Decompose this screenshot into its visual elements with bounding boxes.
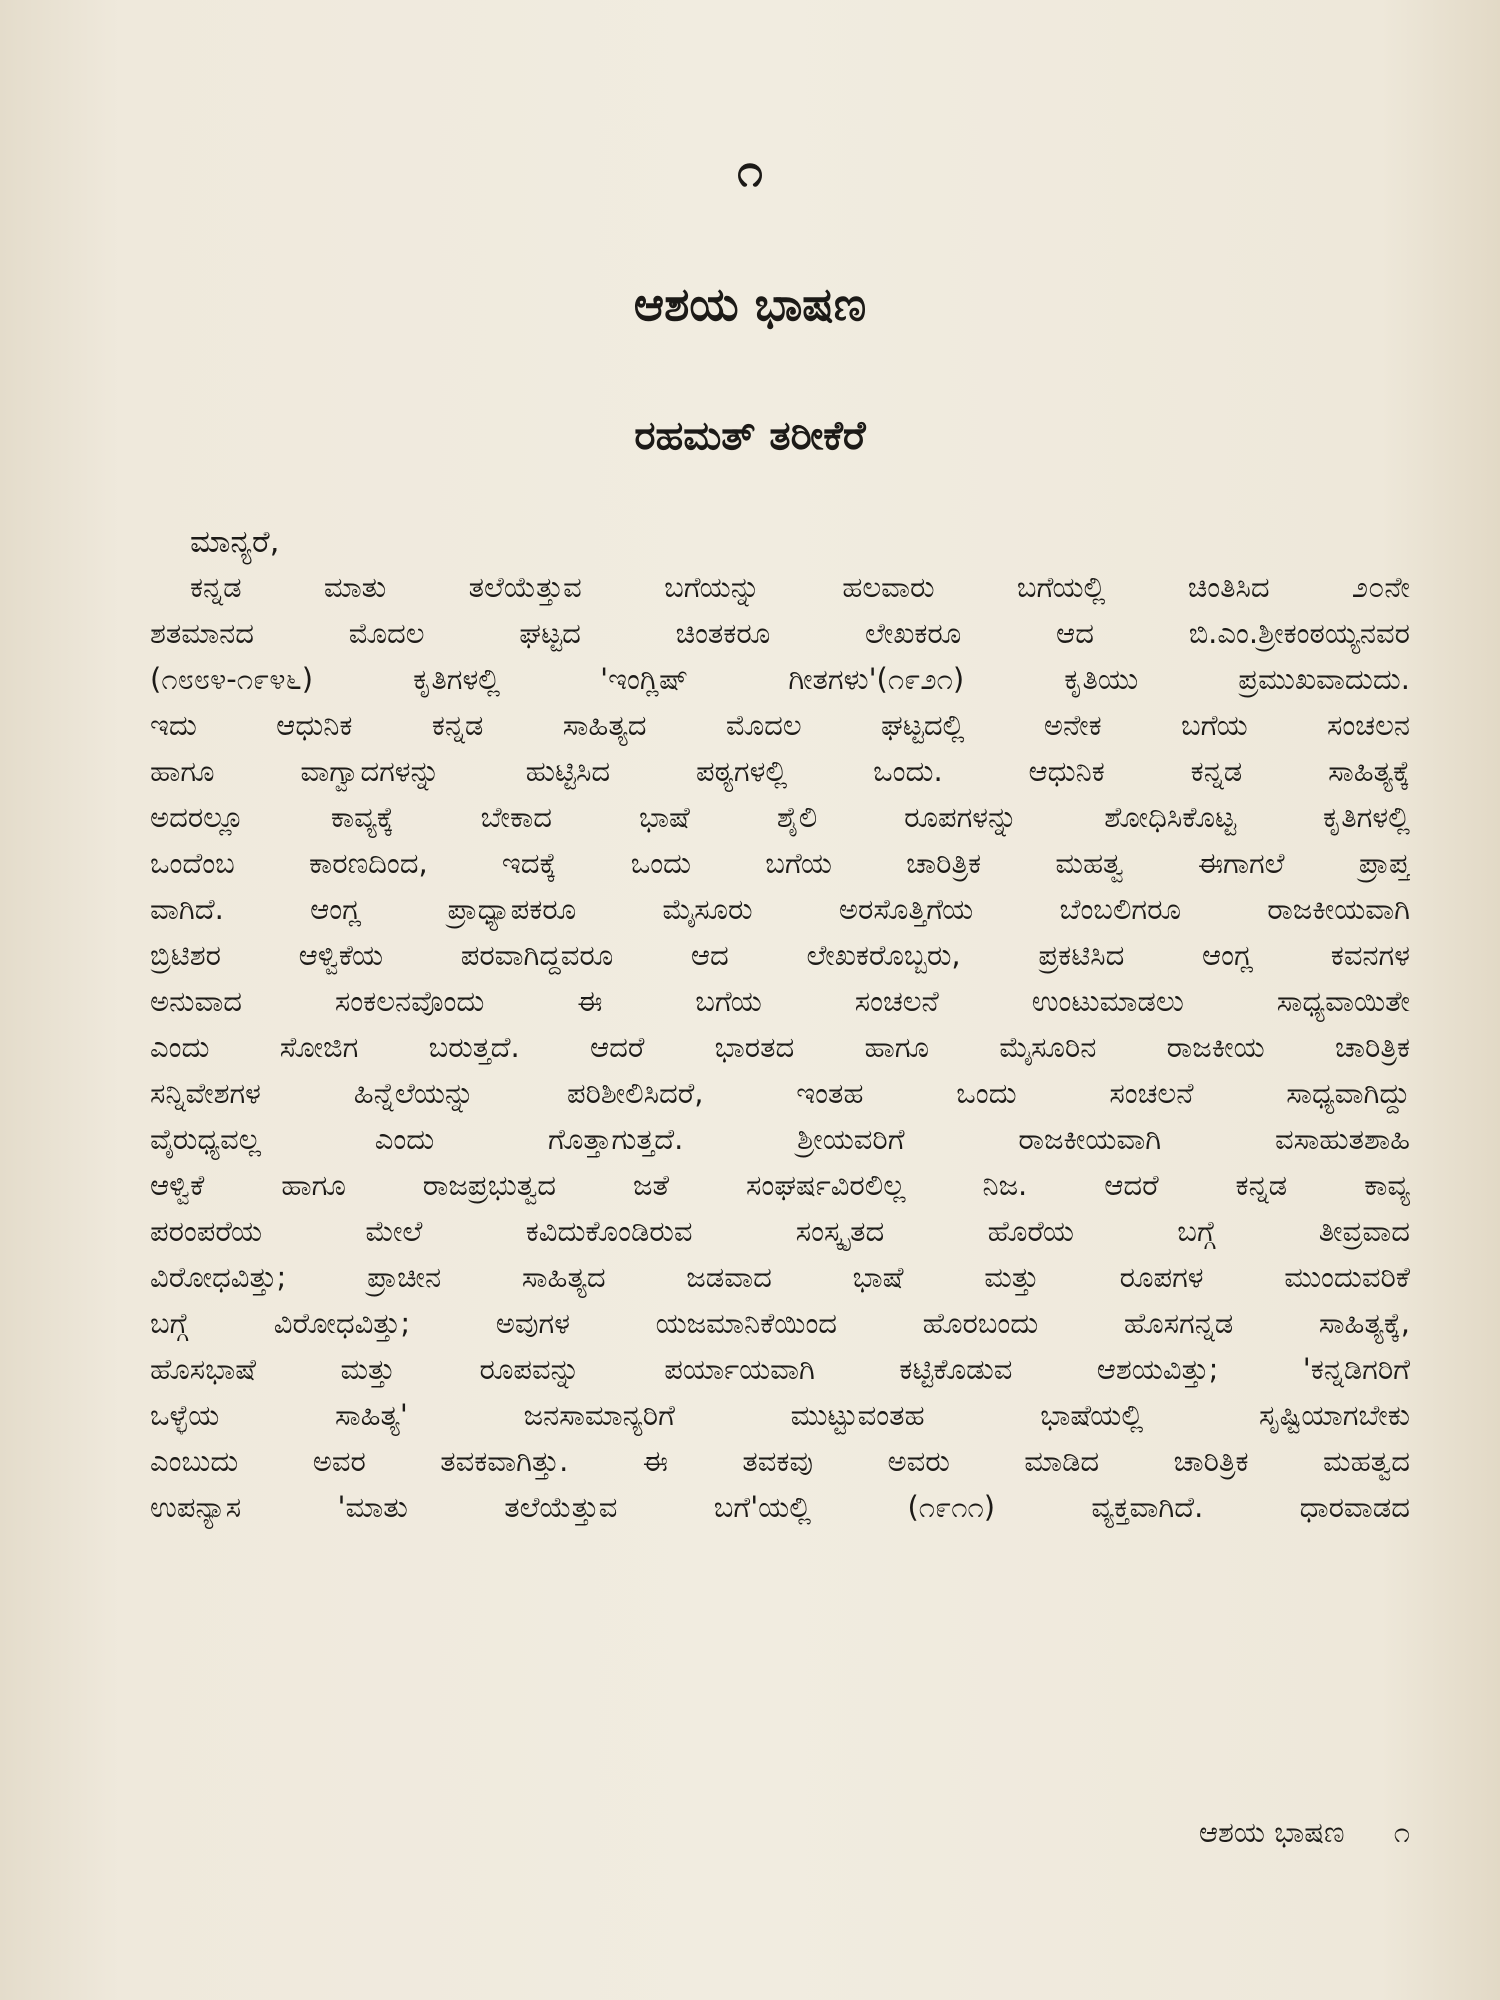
text-line: ಕನ್ನಡ ಮಾತು ತಲೆಯೆತ್ತುವ ಬಗೆಯನ್ನು ಹಲವಾರು ಬಗೆಯಲ್ಲಿ ಚಿಂತಿಸಿದ ೨೦ನೇ: [190, 570, 1410, 604]
text-line: ಹಾಗೂ ವಾಗ್ವಾದಗಳನ್ನು ಹುಟ್ಟಿಸಿದ ಪಠ್ಯಗಳಲ್ಲಿ ಒಂದು. ಆಧುನಿಕ ಕನ್ನಡ ಸಾಹಿತ್ಯಕ್ಕೆ: [150, 754, 1410, 788]
text-line: ವೈರುಧ್ಯವಲ್ಲ ಎಂದು ಗೊತ್ತಾಗುತ್ತದೆ. ಶ್ರೀಯವರಿಗೆ ರಾಜಕೀಯವಾಗಿ ವಸಾಹುತಶಾಹಿ: [150, 1122, 1410, 1156]
text-line: ಶತಮಾನದ ಮೊದಲ ಘಟ್ಟದ ಚಿಂತಕರೂ ಲೇಖಕರೂ ಆದ ಬಿ.ಎಂ.ಶ್ರೀಕಂಠಯ್ಯನವರ: [150, 616, 1410, 650]
text-line: ಸನ್ನಿವೇಶಗಳ ಹಿನ್ನೆಲೆಯನ್ನು ಪರಿಶೀಲಿಸಿದರೆ, ಇಂತಹ ಒಂದು ಸಂಚಲನೆ ಸಾಧ್ಯವಾಗಿದ್ದು: [150, 1076, 1410, 1110]
text-line: ಉಪನ್ಯಾಸ 'ಮಾತು ತಲೆಯೆತ್ತುವ ಬಗೆ'ಯಲ್ಲಿ (೧೯೧೧) ವ್ಯಕ್ತವಾಗಿದೆ. ಧಾರವಾಡದ: [150, 1490, 1410, 1524]
running-title: ಆಶಯ ಭಾಷಣ: [1198, 1815, 1345, 1849]
text-line: ವಿರೋಧವಿತ್ತು; ಪ್ರಾಚೀನ ಸಾಹಿತ್ಯದ ಜಡವಾದ ಭಾಷೆ ಮತ್ತು ರೂಪಗಳ ಮುಂದುವರಿಕೆ: [150, 1260, 1410, 1294]
text-line: ಅದರಲ್ಲೂ ಕಾವ್ಯಕ್ಕೆ ಬೇಕಾದ ಭಾಷೆ ಶೈಲಿ ರೂಪಗಳನ್ನು ಶೋಧಿಸಿಕೊಟ್ಟ ಕೃತಿಗಳಲ್ಲಿ: [150, 800, 1410, 834]
text-line: ಒಂದೆಂಬ ಕಾರಣದಿಂದ, ಇದಕ್ಕೆ ಒಂದು ಬಗೆಯ ಚಾರಿತ್ರಿಕ ಮಹತ್ವ ಈಗಾಗಲೆ ಪ್ರಾಪ್ತ: [150, 846, 1410, 880]
text-line: ಬ್ರಿಟಿಶರ ಆಳ್ವಿಕೆಯ ಪರವಾಗಿದ್ದವರೂ ಆದ ಲೇಖಕರೊಬ್ಬರು, ಪ್ರಕಟಿಸಿದ ಆಂಗ್ಲ ಕವನಗಳ: [150, 938, 1410, 972]
page-footer: [1199, 1812, 1410, 1852]
text-line: ಇದು ಆಧುನಿಕ ಕನ್ನಡ ಸಾಹಿತ್ಯದ ಮೊದಲ ಘಟ್ಟದಲ್ಲಿ ಅನೇಕ ಬಗೆಯ ಸಂಚಲನ: [150, 708, 1410, 742]
text-line: ಎಂದು ಸೋಜಿಗ ಬರುತ್ತದೆ. ಆದರೆ ಭಾರತದ ಹಾಗೂ ಮೈಸೂರಿನ ರಾಜಕೀಯ ಚಾರಿತ್ರಿಕ: [150, 1030, 1410, 1064]
author-name: ರಹಮತ್ ತರೀಕೆರೆ: [634, 413, 866, 459]
page-title: ಆಶಯ ಭಾಷಣ: [633, 277, 867, 331]
text-line: ಪರಂಪರೆಯ ಮೇಲೆ ಕವಿದುಕೊಂಡಿರುವ ಸಂಸ್ಕೃತದ ಹೊರೆಯ ಬಗ್ಗೆ ತೀವ್ರವಾದ: [150, 1214, 1410, 1248]
text-line: ವಾಗಿದೆ. ಆಂಗ್ಲ ಪ್ರಾಧ್ಯಾಪಕರೂ ಮೈಸೂರು ಅರಸೊತ್ತಿಗೆಯ ಬೆಂಬಲಿಗರೂ ರಾಜಕೀಯವಾಗಿ: [150, 892, 1410, 926]
text-line: ಬಗ್ಗೆ ವಿರೋಧವಿತ್ತು; ಅವುಗಳ ಯಜಮಾನಿಕೆಯಿಂದ ಹೊರಬಂದು ಹೊಸಗನ್ನಡ ಸಾಹಿತ್ಯಕ್ಕೆ,: [150, 1306, 1410, 1340]
text-line: ಆಳ್ವಿಕೆ ಹಾಗೂ ರಾಜಪ್ರಭುತ್ವದ ಜತೆ ಸಂಘರ್ಷವಿರಲಿಲ್ಲ ನಿಜ. ಆದರೆ ಕನ್ನಡ ಕಾವ್ಯ: [150, 1168, 1410, 1202]
text-line: (೧೮೮೪-೧೯೪೬) ಕೃತಿಗಳಲ್ಲಿ 'ಇಂಗ್ಲಿಷ್ ಗೀತಗಳು'(೧೯೨೧) ಕೃತಿಯು ಪ್ರಮುಖವಾದುದು.: [150, 662, 1410, 696]
body-text: [150, 520, 1410, 1530]
salutation: ಮಾನ್ಯರೆ,: [190, 524, 280, 560]
text-line: ಎಂಬುದು ಅವರ ತವಕವಾಗಿತ್ತು. ಈ ತವಕವು ಅವರು ಮಾಡಿದ ಚಾರಿತ್ರಿಕ ಮಹತ್ವದ: [150, 1444, 1410, 1478]
text-line: ಅನುವಾದ ಸಂಕಲನವೊಂದು ಈ ಬಗೆಯ ಸಂಚಲನೆ ಉಂಟುಮಾಡಲು ಸಾಧ್ಯವಾಯಿತೇ: [150, 984, 1410, 1018]
chapter-number: ೧: [737, 143, 763, 197]
text-line: ಒಳ್ಳೆಯ ಸಾಹಿತ್ಯ' ಜನಸಾಮಾನ್ಯರಿಗೆ ಮುಟ್ಟುವಂತಹ ಭಾಷೆಯಲ್ಲಿ ಸೃಷ್ಟಿಯಾಗಬೇಕು: [150, 1398, 1410, 1432]
page-number: ೧: [1393, 1815, 1410, 1849]
text-line: ಹೊಸಭಾಷೆ ಮತ್ತು ರೂಪವನ್ನು ಪರ್ಯಾಯವಾಗಿ ಕಟ್ಟಿಕೊಡುವ ಆಶಯವಿತ್ತು; 'ಕನ್ನಡಿಗರಿಗೆ: [150, 1352, 1410, 1386]
